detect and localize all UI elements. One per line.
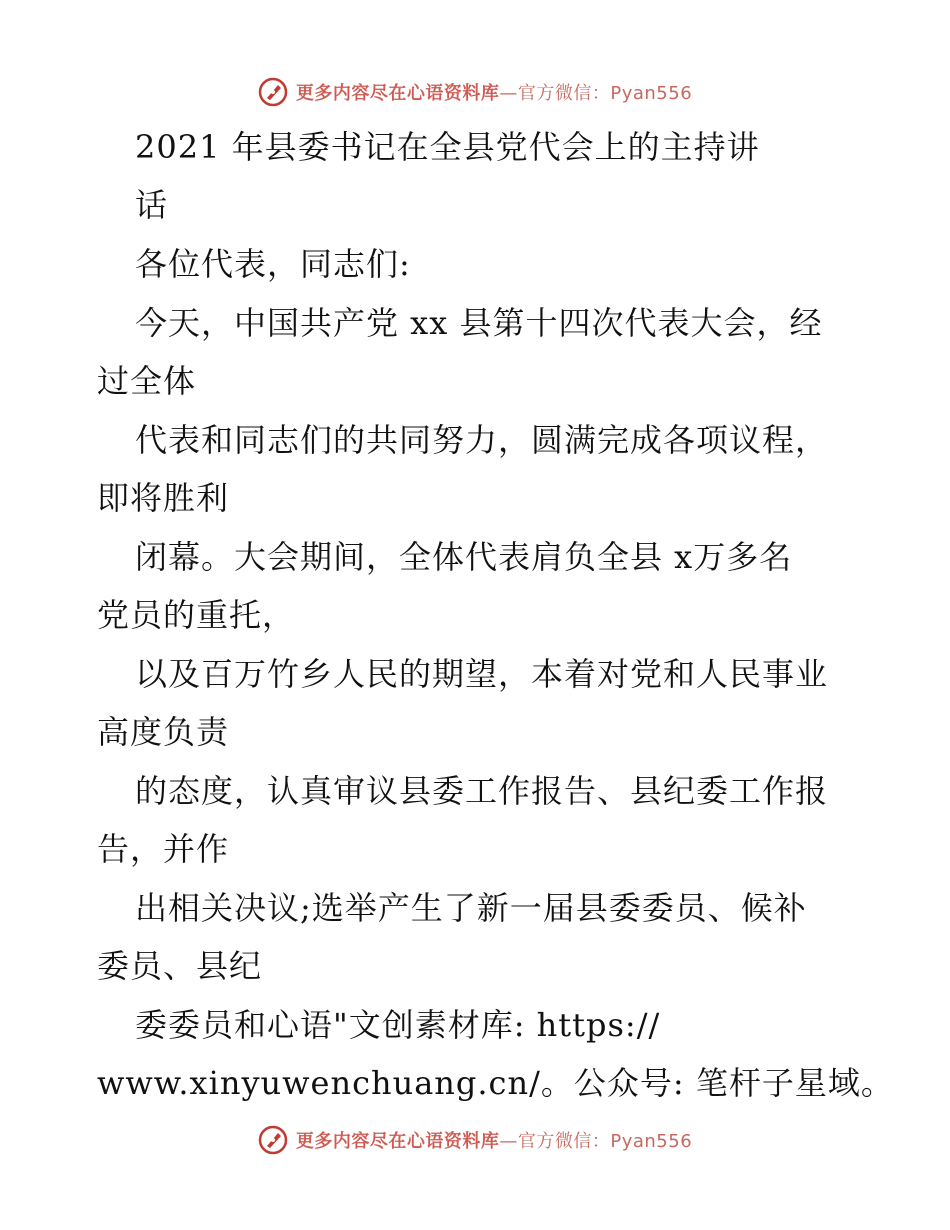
paragraph-line: 委委员和心语"文创素材库: https:// <box>135 1006 661 1044</box>
paragraph-line: 今天，中国共产党 xx 县第十四次代表大会，经 <box>135 304 823 342</box>
paragraph-line: 党员的重托， <box>97 596 296 634</box>
paragraph-line: 闭幕。大会期间，全体代表肩负全县 x万多名 <box>135 538 793 576</box>
document-title-line-2: 话 <box>135 186 169 224</box>
paragraph-line: 即将胜利 <box>97 479 230 517</box>
watermark-banner-top <box>0 72 950 112</box>
salutation: 各位代表，同志们: <box>135 245 411 283</box>
paragraph-line: 高度负责 <box>97 713 230 751</box>
paragraph-line: 的态度，认真审议县委工作报告、县纪委工作报 <box>135 772 829 810</box>
pen-nib-logo-icon <box>258 1125 288 1155</box>
watermark-text: 更多内容尽在心语资料库—官方微信：Pyan556 <box>295 83 693 104</box>
paragraph-line: 委员、县纪 <box>97 947 263 985</box>
pen-nib-logo-icon <box>258 77 288 107</box>
paragraph-line: 出相关决议;选举产生了新一届县委委员、候补 <box>135 889 807 927</box>
paragraph-line: 以及百万竹乡人民的期望，本着对党和人民事业 <box>135 655 829 693</box>
paragraph-line: www.xinyuwenchuang.cn/。公众号: 笔杆子星域。 <box>97 1064 894 1102</box>
watermark-banner-bottom <box>0 1120 950 1160</box>
document-title-line-1: 2021 年县委书记在全县党代会上的主持讲 <box>135 128 760 166</box>
paragraph-line: 过全体 <box>97 362 197 400</box>
paragraph-line: 告，并作 <box>97 830 230 868</box>
watermark-text: 更多内容尽在心语资料库—官方微信：Pyan556 <box>295 1131 693 1152</box>
paragraph-line: 代表和同志们的共同努力，圆满完成各项议程， <box>135 421 829 459</box>
